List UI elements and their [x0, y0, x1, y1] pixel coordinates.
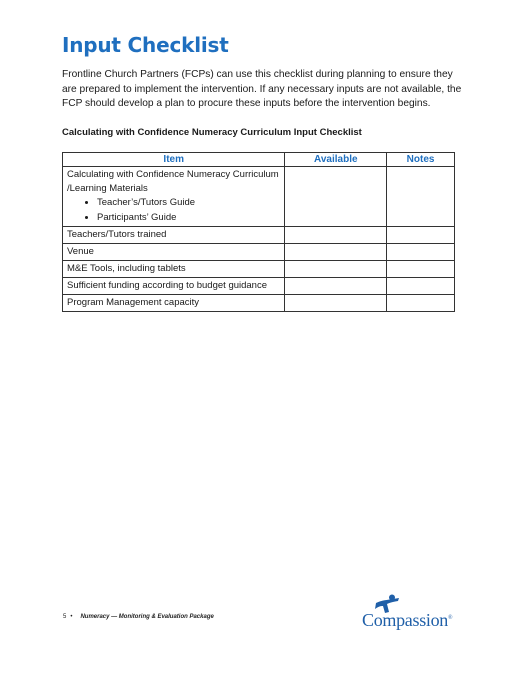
- item-cell: Program Management capacity: [63, 295, 285, 312]
- item-cell: Sufficient funding according to budget guidance: [63, 278, 285, 295]
- page-title: Input Checklist: [62, 33, 229, 57]
- notes-cell: [387, 227, 455, 244]
- available-cell: [285, 167, 387, 227]
- available-cell: [285, 278, 387, 295]
- page-footer: [63, 614, 214, 620]
- available-cell: [285, 261, 387, 278]
- item-cell: M&E Tools, including tablets: [63, 261, 285, 278]
- item-text: Calculating with Confidence Numeracy Curriculum /Learning Materials: [67, 169, 279, 194]
- notes-cell: [387, 167, 455, 227]
- table-row: [63, 167, 455, 227]
- intro-paragraph: Frontline Church Partners (FCPs) can use this checklist during planning to ensure they are prepared to implement the intervention. If any necessary inputs are not available, the FCP should develop a plan to procure these inputs before the intervention begins.: [62, 69, 462, 110]
- table-header-row: [63, 153, 455, 167]
- notes-cell: [387, 295, 455, 312]
- table-row: [63, 244, 455, 261]
- column-header-notes: Notes: [387, 153, 455, 167]
- column-header-item: Item: [63, 153, 285, 167]
- table-row: [63, 261, 455, 278]
- sub-item: • Teacher’s/Tutors Guide: [97, 196, 280, 211]
- item-cell: [63, 167, 285, 227]
- sub-item: • Participants’ Guide: [97, 211, 280, 226]
- table-row: [63, 227, 455, 244]
- checklist-title: Calculating with Confidence Numeracy Curriculum Input Checklist: [62, 127, 362, 138]
- footer-bullet: •: [70, 614, 73, 620]
- table-row: [63, 295, 455, 312]
- item-cell: Venue: [63, 244, 285, 261]
- available-cell: [285, 227, 387, 244]
- available-cell: [285, 244, 387, 261]
- column-header-available: Available: [285, 153, 387, 167]
- notes-cell: [387, 261, 455, 278]
- table-row: [63, 278, 455, 295]
- notes-cell: [387, 278, 455, 295]
- logo-wordmark: Compassion®: [362, 610, 453, 630]
- footer-document-title: Numeracy — Monitoring & Evaluation Package: [80, 614, 214, 620]
- page-number: 5: [63, 614, 67, 620]
- compassion-logo: [362, 594, 466, 634]
- sub-item-list: [67, 196, 280, 225]
- item-cell: Teachers/Tutors trained: [63, 227, 285, 244]
- input-checklist-table: [62, 152, 455, 312]
- notes-cell: [387, 244, 455, 261]
- available-cell: [285, 295, 387, 312]
